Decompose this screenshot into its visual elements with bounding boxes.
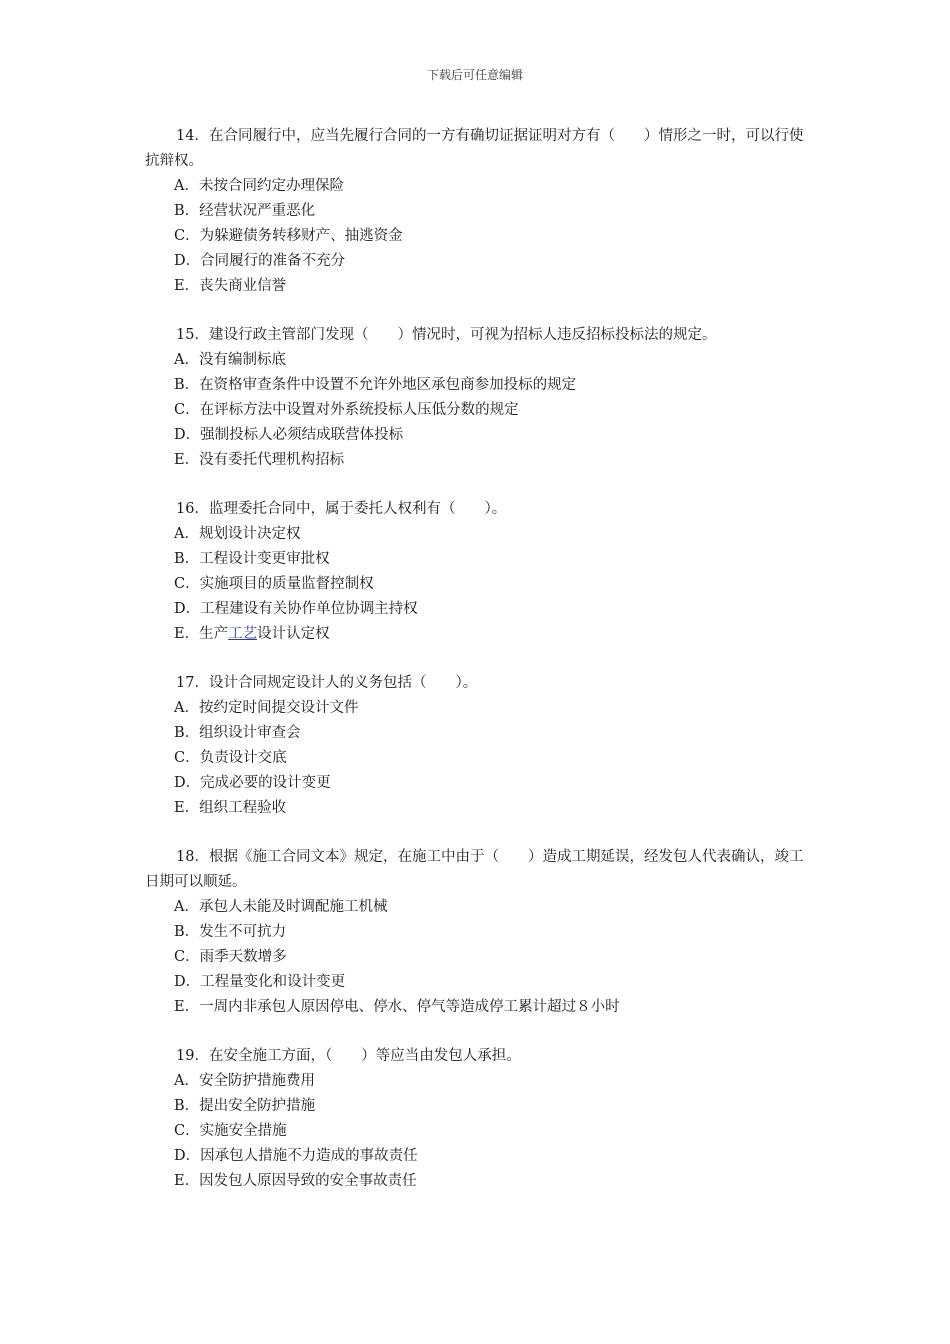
option-b: B．组织设计审查会	[174, 725, 301, 741]
option-c: C．为躲避债务转移财产、抽逃资金	[174, 228, 403, 244]
option-e-prefix: E．生产	[174, 626, 229, 642]
page-header: 下载后可任意编辑	[426, 68, 523, 82]
option-e	[145, 622, 817, 647]
option-e: E．组织工程验收	[174, 800, 287, 816]
question-stem: 15．建设行政主管部门发现（ ）情况时，可视为招标人违反招标投标法的规定。	[176, 327, 717, 343]
question-14	[145, 124, 817, 299]
document-body	[145, 124, 817, 1218]
option-a: A．规划设计决定权	[174, 526, 301, 542]
option-d: D．合同履行的准备不充分	[174, 253, 346, 269]
option-c: C．在评标方法中设置对外系统投标人压低分数的规定	[174, 402, 519, 418]
option-b: B．发生不可抗力	[174, 924, 287, 940]
option-e: E．因发包人原因导致的安全事故责任	[174, 1173, 417, 1189]
option-a: A．未按合同约定办理保险	[174, 178, 344, 194]
option-d: D．工程建设有关协作单位协调主持权	[174, 601, 418, 617]
option-c: C．负责设计交底	[174, 750, 287, 766]
option-e: E．丧失商业信誉	[174, 278, 287, 294]
option-a: A．承包人未能及时调配施工机械	[174, 899, 388, 915]
option-c: C．雨季天数增多	[174, 949, 287, 965]
question-17	[145, 671, 817, 821]
option-e: E．一周内非承包人原因停电、停水、停气等造成停工累计超过８小时	[174, 999, 620, 1015]
option-d: D．因承包人措施不力造成的事故责任	[174, 1148, 418, 1164]
question-stem: 19．在安全施工方面，（ ）等应当由发包人承担。	[176, 1048, 521, 1064]
option-b: B．提出安全防护措施	[174, 1098, 316, 1114]
question-stem: 18．根据《施工合同文本》规定，在施工中由于（ ）造成工期延误，经发包人代表确认，竣工日期可以顺延。	[145, 849, 804, 890]
question-stem: 16．监理委托合同中，属于委托人权利有（ ）。	[176, 501, 507, 517]
option-b: B．工程设计变更审批权	[174, 551, 330, 567]
question-19	[145, 1044, 817, 1194]
option-e: E．没有委托代理机构招标	[174, 452, 345, 468]
option-c: C．实施安全措施	[174, 1123, 287, 1139]
option-d: D．完成必要的设计变更	[174, 775, 331, 791]
question-18	[145, 845, 817, 1020]
option-b: B．在资格审查条件中设置不允许外地区承包商参加投标的规定	[174, 377, 577, 393]
question-15	[145, 323, 817, 473]
option-d: D．强制投标人必须结成联营体投标	[174, 427, 404, 443]
option-a: A．按约定时间提交设计文件	[174, 700, 359, 716]
option-a: A．安全防护措施费用	[174, 1073, 315, 1089]
option-a: A．没有编制标底	[174, 352, 286, 368]
question-stem: 17．设计合同规定设计人的义务包括（ ）。	[176, 675, 478, 691]
option-c: C．实施项目的质量监督控制权	[174, 576, 374, 592]
question-stem: 14．在合同履行中，应当先履行合同的一方有确切证据证明对方有（ ）情形之一时，可以行使抗辩权。	[145, 128, 804, 169]
option-b: B．经营状况严重恶化	[174, 203, 316, 219]
question-16	[145, 497, 817, 647]
process-link[interactable]: 工艺	[228, 626, 258, 642]
option-e-suffix: 设计认定权	[257, 626, 330, 642]
option-d: D．工程量变化和设计变更	[174, 974, 346, 990]
